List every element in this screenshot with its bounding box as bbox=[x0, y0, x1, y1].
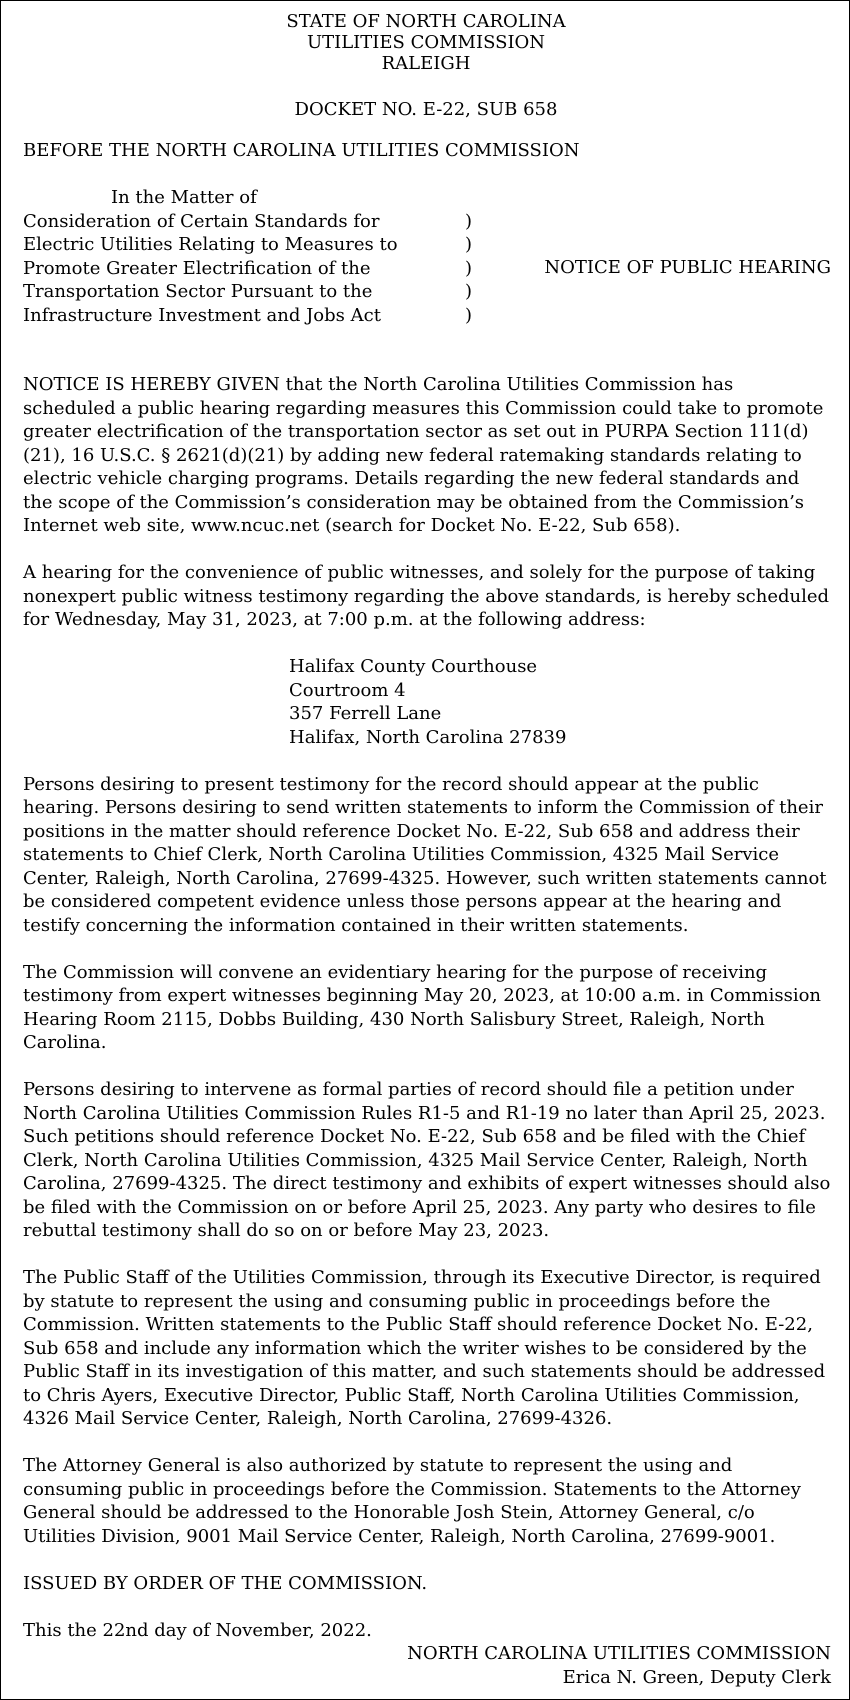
date-line: This the 22nd day of November, 2022. bbox=[23, 1619, 372, 1641]
matter-line: Consideration of Certain Standards for bbox=[23, 210, 380, 232]
state-line: STATE OF NORTH CAROLINA bbox=[286, 11, 566, 32]
city-line: RALEIGH bbox=[381, 53, 471, 74]
address-line: Halifax, North Carolina 27839 bbox=[289, 726, 567, 748]
matter-line: Promote Greater Electrification of the bbox=[23, 257, 371, 279]
case-caption bbox=[23, 186, 831, 331]
address-line: Courtroom 4 bbox=[289, 679, 406, 701]
hearing-address bbox=[23, 655, 831, 749]
paren: ) bbox=[465, 257, 473, 279]
paren: ) bbox=[465, 210, 473, 232]
matter-line: Transportation Sector Pursuant to the bbox=[23, 281, 373, 302]
notice-body bbox=[23, 373, 831, 1689]
matter-line: Infrastructure Investment and Jobs Act bbox=[23, 304, 381, 326]
paren: ) bbox=[465, 281, 473, 302]
signature-org: NORTH CAROLINA UTILITIES COMMISSION bbox=[407, 1643, 831, 1664]
docket-number: DOCKET NO. E-22, SUB 658 bbox=[294, 99, 558, 120]
matter-description bbox=[23, 186, 433, 327]
hearing-paragraph: A hearing for the convenience of public witnesses, and solely for the purpose of taking nonexpert public witness testimony regarding the above standards, is hereby scheduled for Wednesday, May 31, 2023, at 7:00 p.m. at the following address: bbox=[23, 562, 830, 630]
notice-title: NOTICE OF PUBLIC HEARING bbox=[544, 257, 831, 278]
matter-line: Electric Utilities Relating to Measures to bbox=[23, 234, 398, 255]
signature-block bbox=[23, 1642, 831, 1689]
paren: ) bbox=[465, 234, 473, 255]
paren: ) bbox=[465, 304, 473, 326]
address-line: 357 Ferrell Lane bbox=[289, 703, 442, 724]
before-commission-heading: BEFORE THE NORTH CAROLINA UTILITIES COMMISSION bbox=[23, 140, 580, 161]
signature-name: Erica N. Green, Deputy Clerk bbox=[562, 1666, 831, 1688]
state-header bbox=[1, 11, 850, 74]
issued-by-order: ISSUED BY ORDER OF THE COMMISSION. bbox=[23, 1572, 428, 1594]
caption-parentheses bbox=[465, 210, 472, 328]
attorney-general-paragraph: The Attorney General is also authorized by statute to represent the using and consuming public in proceedings before the Commission. Statements to the Attorney General should be addressed to the Honorable Josh Stein, Attorney General, c/o Utilities Division, 9001 Mail Service Center, Raleigh, North Carolina, 27699-9001. bbox=[23, 1455, 801, 1547]
intervention-paragraph: Persons desiring to intervene as formal parties of record should file a petition under North Carolina Utilities Commission Rules R1-5 and R1-19 no later than April 25, 2023. Such petitions should reference Docket No. E-22, Sub 658 and be filed with the Chief Clerk, North Carolina Utilities Commission, 4325 Mail Service Center, Raleigh, North Carolina, 27699-4325. The direct testimony and exhibits of expert witnesses should also be filed with the Commission on or before April 25, 2023. Any party who desires to file rebuttal testimony shall do so on or before May 23, 2023. bbox=[23, 1079, 831, 1241]
matter-intro: In the Matter of bbox=[111, 187, 257, 208]
address-line: Halifax County Courthouse bbox=[289, 656, 538, 677]
evidentiary-hearing-paragraph: The Commission will convene an evidentiary hearing for the purpose of receiving testimony from expert witnesses beginning May 20, 2023, at 10:00 a.m. in Commission Hearing Room 2115, Dobbs Building, 430 North Salisbury Street, Raleigh, North Carolina. bbox=[23, 961, 822, 1053]
commission-line: UTILITIES COMMISSION bbox=[306, 32, 546, 53]
notice-paragraph: NOTICE IS HEREBY GIVEN that the North Carolina Utilities Commission has scheduled a public hearing regarding measures this Commission could take to promote greater electrification of the transportation sector as set out in PURPA Section 111(d)(21), 16 U.S.C. § 2621(d)(21) by adding new federal ratemaking standards relating to electric vehicle charging programs. Details regarding the new federal standards and the scope of the Commission’s consideration may be obtained from the Commission’s Internet web site, www.ncuc.net (search for Docket No. E-22, Sub 658). bbox=[23, 374, 824, 536]
public-staff-paragraph: The Public Staff of the Utilities Commission, through its Executive Director, is required by statute to represent the using and consuming public in proceedings before the Commission. Written statements to the Public Staff should reference Docket No. E-22, Sub 658 and include any information which the writer wishes to be considered by the Public Staff in its investigation of this matter, and such statements should be addressed to Chris Ayers, Executive Director, Public Staff, North Carolina Utilities Commission, 4326 Mail Service Center, Raleigh, North Carolina, 27699-4326. bbox=[23, 1267, 826, 1429]
written-statements-paragraph: Persons desiring to present testimony for the record should appear at the public hearing. Persons desiring to send written statements to inform the Commission of their positions in the matter should reference Docket No. E-22, Sub 658 and address their statements to Chief Clerk, North Carolina Utilities Commission, 4325 Mail Service Center, Raleigh, North Carolina, 27699-4325. However, such written statements cannot be considered competent evidence unless those persons appear at the hearing and testify concerning the information contained in their written statements. bbox=[23, 773, 827, 936]
